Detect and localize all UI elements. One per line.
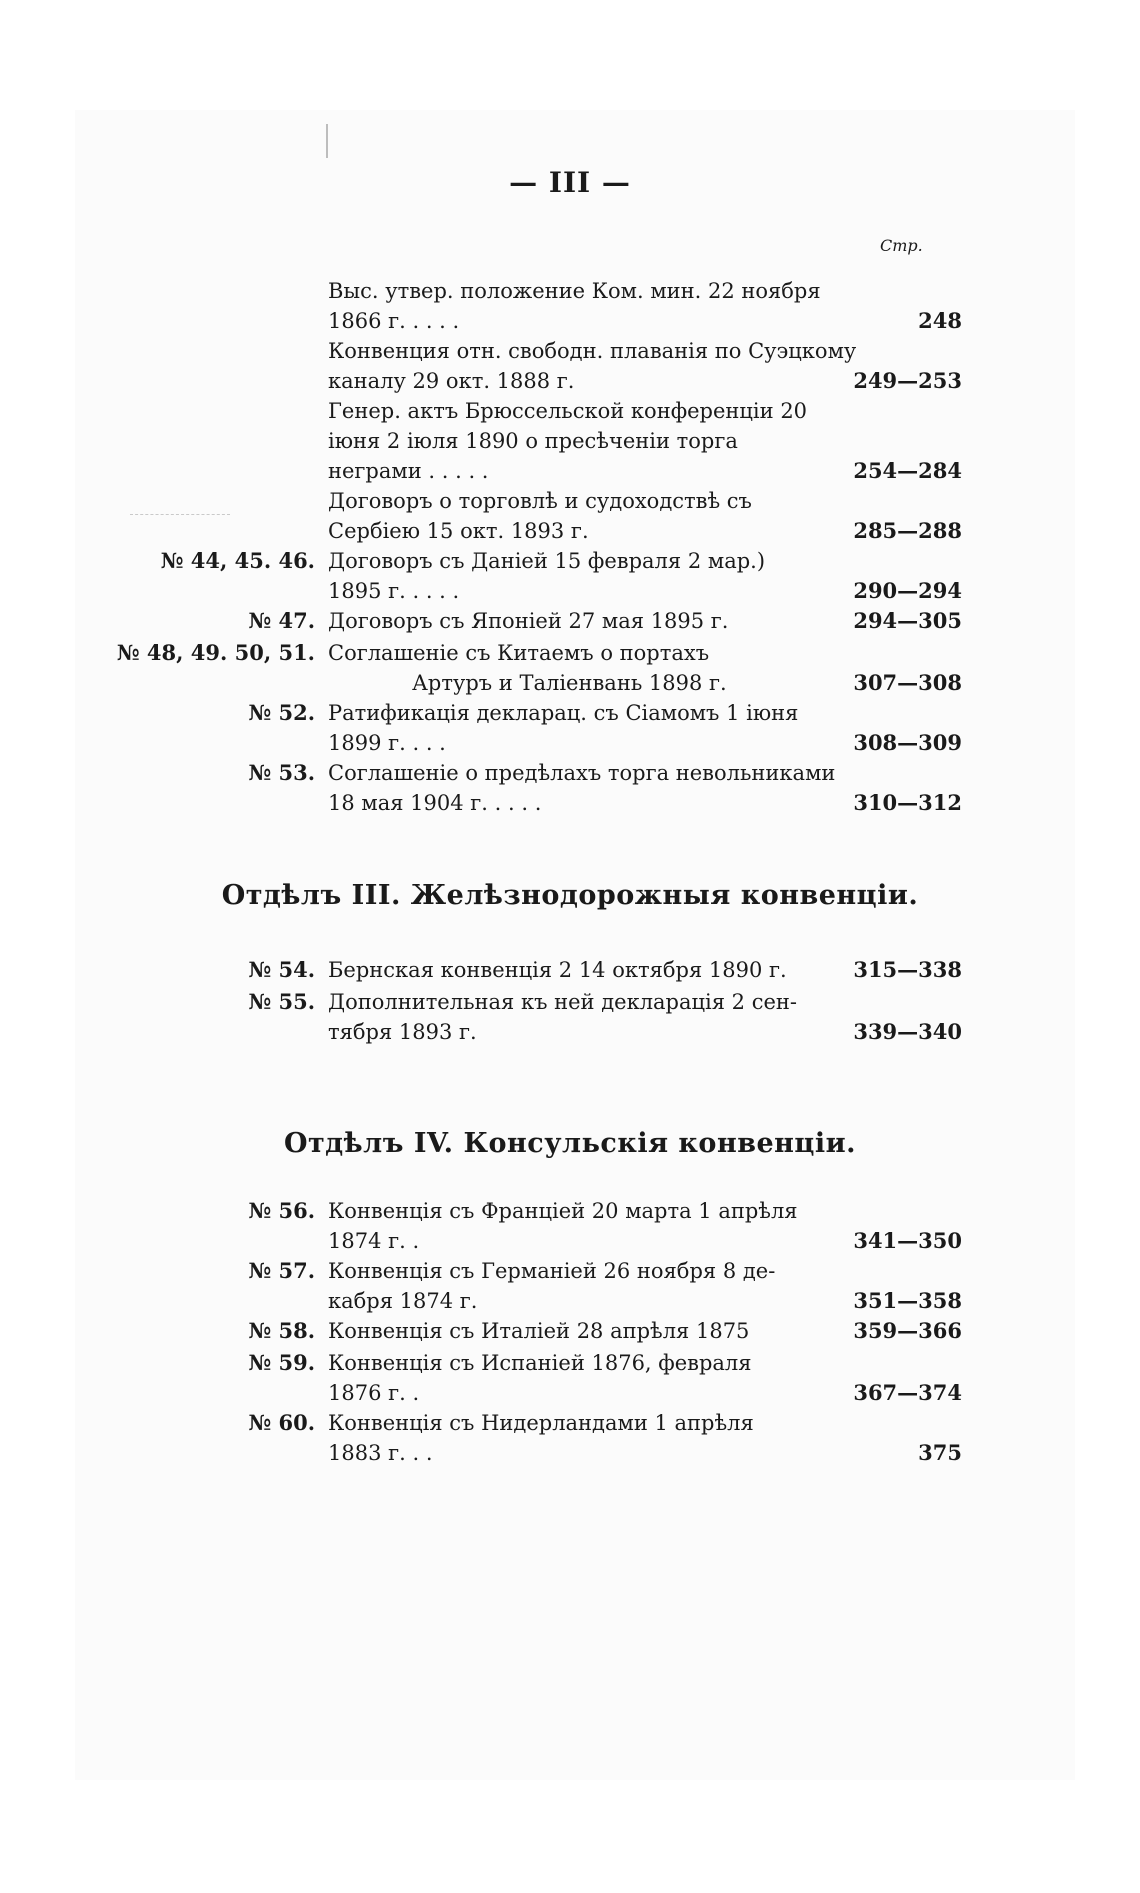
toc-entry (0, 1408, 1140, 1468)
entry-text: Ратификація декларац. съ Сіамомъ 1 іюня (328, 701, 799, 725)
toc-entry (0, 955, 1140, 985)
section-heading: Отдѣлъ IV. Консульскія конвенціи. (283, 1128, 857, 1159)
entry-pages: 249—253 (853, 368, 962, 393)
entry-text: Договоръ о торговлѣ и судоходствѣ съ (328, 489, 752, 513)
entry-text: 1876 г. . (328, 1381, 420, 1405)
entry-pages: 290—294 (853, 578, 962, 603)
entry-text: Генер. актъ Брюссельской конференціи 20 (328, 399, 808, 423)
entry-number: № 57. (248, 1258, 315, 1283)
entry-number: № 54. (248, 957, 315, 982)
section-heading: Отдѣлъ III. Желѣзнодорожныя конвенціи. (221, 880, 919, 911)
entry-text: Конвенція съ Германіей 26 ноября 8 де- (328, 1259, 776, 1283)
entry-text: Соглашеніе съ Китаемъ о портахъ (328, 641, 710, 665)
entry-text: 1899 г. . . . (328, 731, 446, 755)
entry-text: Выс. утвер. положение Ком. мин. 22 ноября (328, 279, 821, 303)
entry-text: іюня 2 іюля 1890 о пресѣченіи торга (328, 429, 738, 453)
entry-pages: 254—284 (853, 458, 962, 483)
entry-pages: 308—309 (853, 730, 962, 755)
pages-column-header: Стр. (880, 236, 923, 255)
entry-number: № 58. (248, 1318, 315, 1343)
toc-entry (0, 698, 1140, 758)
toc-entry (0, 758, 1140, 818)
entry-text: Дополнительная къ ней декларація 2 сен- (328, 990, 797, 1014)
entry-pages: 375 (918, 1440, 962, 1465)
entry-number: № 59. (248, 1350, 315, 1375)
entry-number: № 47. (248, 608, 315, 633)
entry-number: № 48, 49. 50, 51. (116, 640, 315, 665)
entry-text: 1874 г. . (328, 1229, 420, 1253)
toc-entry (0, 276, 1140, 336)
entry-text: 1883 г. . . (328, 1441, 433, 1465)
toc-entry (0, 486, 1140, 546)
entry-text: Соглашеніе о предѣлахъ торга невольниками (328, 761, 836, 785)
entry-text: 1866 г. . . . . (328, 309, 460, 333)
toc-entry (0, 396, 1140, 486)
entry-number: № 53. (248, 760, 315, 785)
entry-text: Конвенція съ Франціей 20 марта 1 апрѣля (328, 1199, 798, 1223)
toc-entry (0, 606, 1140, 636)
entry-text: Артуръ и Таліенвань 1898 г. (412, 671, 727, 695)
entry-number: № 60. (248, 1410, 315, 1435)
toc-entry (0, 1348, 1140, 1408)
entry-text: тября 1893 г. (328, 1020, 477, 1044)
scan-edge-mark (326, 124, 328, 158)
entry-pages: 341—350 (853, 1228, 962, 1253)
entry-pages: 359—366 (853, 1318, 962, 1343)
toc-entry (0, 1196, 1140, 1256)
entry-text: Конвенция отн. свободн. плаванія по Суэцкому (328, 339, 857, 363)
entry-text: неграми . . . . . (328, 459, 489, 483)
entry-number: № 52. (248, 700, 315, 725)
page-number: — III — (509, 166, 631, 199)
entry-pages: 315—338 (853, 957, 962, 982)
entry-pages: 351—358 (853, 1288, 962, 1313)
entry-text: 18 мая 1904 г. . . . . (328, 791, 542, 815)
entry-text: Договоръ съ Японіей 27 мая 1895 г. (328, 609, 729, 633)
entry-number: № 56. (248, 1198, 315, 1223)
entry-pages: 339—340 (853, 1019, 962, 1044)
entry-pages: 294—305 (853, 608, 962, 633)
toc-entry (0, 336, 1140, 396)
entry-text: каналу 29 окт. 1888 г. (328, 369, 575, 393)
entry-pages: 285—288 (853, 518, 962, 543)
entry-text: Конвенція съ Испаніей 1876, февраля (328, 1351, 752, 1375)
entry-pages: 307—308 (853, 670, 962, 695)
entry-text: Конвенція съ Италіей 28 апрѣля 1875 (328, 1319, 750, 1343)
toc-entry (0, 638, 1140, 698)
toc-entry (0, 1316, 1140, 1346)
entry-text: кабря 1874 г. (328, 1289, 478, 1313)
entry-text: Конвенція съ Нидерландами 1 апрѣля (328, 1411, 754, 1435)
entry-text: Сербіею 15 окт. 1893 г. (328, 519, 589, 543)
entry-text: 1895 г. . . . . (328, 579, 460, 603)
toc-entry (0, 546, 1140, 606)
entry-number: № 55. (248, 989, 315, 1014)
entry-pages: 310—312 (853, 790, 962, 815)
entry-text: Договоръ съ Даніей 15 февраля 2 мар.) (328, 549, 766, 573)
toc-entry (0, 1256, 1140, 1316)
toc-entry (0, 987, 1140, 1047)
entry-number: № 44, 45. 46. (160, 548, 315, 573)
entry-pages: 367—374 (853, 1380, 962, 1405)
entry-text: Бернская конвенція 2 14 октября 1890 г. (328, 958, 787, 982)
entry-pages: 248 (918, 308, 962, 333)
